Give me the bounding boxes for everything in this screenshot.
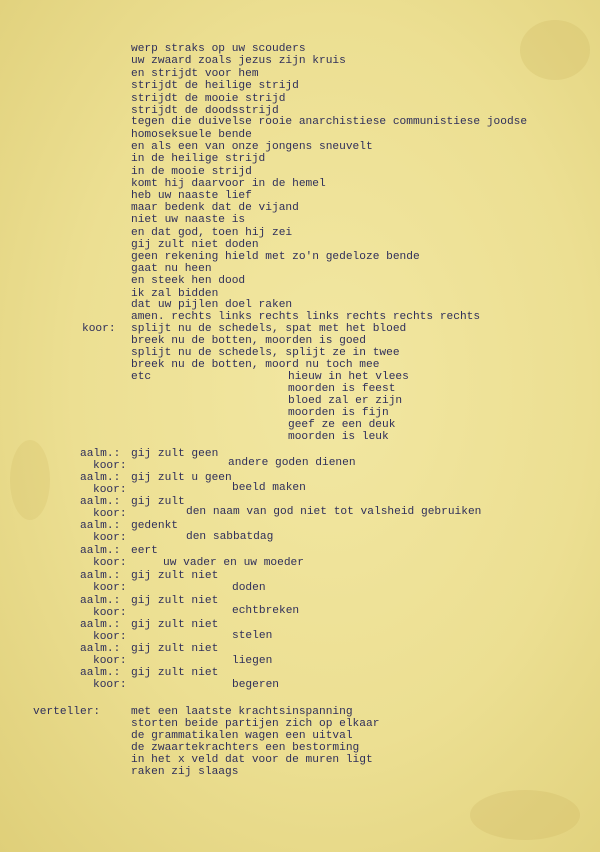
speaker-koor: koor: [82, 323, 116, 335]
aalm-line: gij zult geen [131, 448, 219, 460]
poem-line: geen rekening hield met zo'n gedeloze bende [131, 251, 420, 263]
speaker-verteller: verteller: [33, 706, 101, 718]
speaker-koor: koor: [93, 582, 127, 594]
speaker-koor: koor: [93, 460, 127, 472]
speaker-koor: koor: [93, 508, 127, 520]
speaker-koor: koor: [93, 631, 127, 643]
koor-line: splijt nu de schedels, splijt ze in twee [131, 347, 400, 359]
koor-line: den naam van god niet tot valsheid gebruiken [186, 506, 482, 518]
poem-line: ik zal bidden [131, 288, 219, 300]
koor-line: begeren [232, 679, 279, 691]
poem-line: dat uw pijlen doel raken [131, 299, 293, 311]
aalm-line: gij zult niet [131, 667, 219, 679]
speaker-aalm: aalm.: [80, 545, 121, 557]
verteller-line: raken zij slaags [131, 766, 239, 778]
speaker-koor: koor: [93, 607, 127, 619]
aalm-line: eert [131, 545, 158, 557]
koor-line: echtbreken [232, 605, 300, 617]
speaker-koor: koor: [93, 655, 127, 667]
poem-line: amen. rechts links rechts links rechts rechts rechts [131, 311, 481, 323]
koor-line: andere goden dienen [228, 457, 356, 469]
paper-stain [520, 20, 590, 80]
verteller-line: storten beide partijen zich op elkaar [131, 718, 380, 730]
poem-line: en strijdt voor hem [131, 68, 259, 80]
aalm-line: gij zult niet [131, 595, 219, 607]
refrain-line: moorden is feest [288, 383, 396, 395]
speaker-aalm: aalm.: [80, 520, 121, 532]
poem-line: en dat god, toen hij zei [131, 227, 293, 239]
poem-line: gij zult niet doden [131, 239, 259, 251]
koor-line: den sabbatdag [186, 531, 274, 543]
refrain-line: hieuw in het vlees [288, 371, 409, 383]
koor-line: stelen [232, 630, 273, 642]
poem-line: homoseksuele bende [131, 129, 252, 141]
poem-line: in de heilige strijd [131, 153, 266, 165]
verteller-line: de zwaartekrachters een bestorming [131, 742, 360, 754]
speaker-aalm: aalm.: [80, 570, 121, 582]
refrain-line: moorden is fijn [288, 407, 389, 419]
speaker-aalm: aalm.: [80, 448, 121, 460]
aalm-line: gedenkt [131, 520, 178, 532]
verteller-line: de grammatikalen wagen een uitval [131, 730, 353, 742]
aalm-line: gij zult niet [131, 643, 219, 655]
poem-line: heb uw naaste lief [131, 190, 252, 202]
poem-line: maar bedenk dat de vijand [131, 202, 299, 214]
poem-line: strijdt de heilige strijd [131, 80, 299, 92]
aalm-line: gij zult niet [131, 570, 219, 582]
paper-stain [470, 790, 580, 840]
poem-line: komt hij daarvoor in de hemel [131, 178, 326, 190]
verteller-line: in het x veld dat voor de muren ligt [131, 754, 373, 766]
refrain-line: moorden is leuk [288, 431, 389, 443]
poem-line: strijdt de doodsstrijd [131, 105, 279, 117]
paper-stain [10, 440, 50, 520]
etc-label: etc [131, 371, 152, 383]
poem-line: strijdt de mooie strijd [131, 93, 286, 105]
verteller-line: met een laatste krachtsinspanning [131, 706, 353, 718]
speaker-aalm: aalm.: [80, 667, 121, 679]
aalm-line: gij zult niet [131, 619, 219, 631]
koor-line: breek nu de botten, moorden is goed [131, 335, 366, 347]
poem-line: in de mooie strijd [131, 166, 252, 178]
speaker-koor: koor: [93, 557, 127, 569]
koor-line: breek nu de botten, moord nu toch mee [131, 359, 380, 371]
koor-line: beeld maken [232, 482, 306, 494]
poem-line: tegen die duivelse rooie anarchistiese communistiese joodse [131, 116, 528, 128]
poem-line: gaat nu heen [131, 263, 212, 275]
poem-line: en als een van onze jongens sneuvelt [131, 141, 373, 153]
aalm-line: gij zult [131, 496, 185, 508]
speaker-aalm: aalm.: [80, 595, 121, 607]
speaker-aalm: aalm.: [80, 643, 121, 655]
koor-line: liegen [232, 655, 273, 667]
speaker-aalm: aalm.: [80, 496, 121, 508]
speaker-koor: koor: [93, 679, 127, 691]
poem-line: niet uw naaste is [131, 214, 246, 226]
speaker-koor: koor: [93, 484, 127, 496]
speaker-koor: koor: [93, 532, 127, 544]
refrain-line: bloed zal er zijn [288, 395, 403, 407]
speaker-aalm: aalm.: [80, 619, 121, 631]
poem-line: werp straks op uw scouders [131, 43, 306, 55]
koor-line: splijt nu de schedels, spat met het bloed [131, 323, 407, 335]
koor-line: uw vader en uw moeder [163, 557, 304, 569]
koor-line: doden [232, 582, 266, 594]
speaker-aalm: aalm.: [80, 472, 121, 484]
refrain-line: geef ze een deuk [288, 419, 396, 431]
aalm-line: gij zult u geen [131, 472, 232, 484]
poem-line: en steek hen dood [131, 275, 246, 287]
poem-line: uw zwaard zoals jezus zijn kruis [131, 55, 346, 67]
